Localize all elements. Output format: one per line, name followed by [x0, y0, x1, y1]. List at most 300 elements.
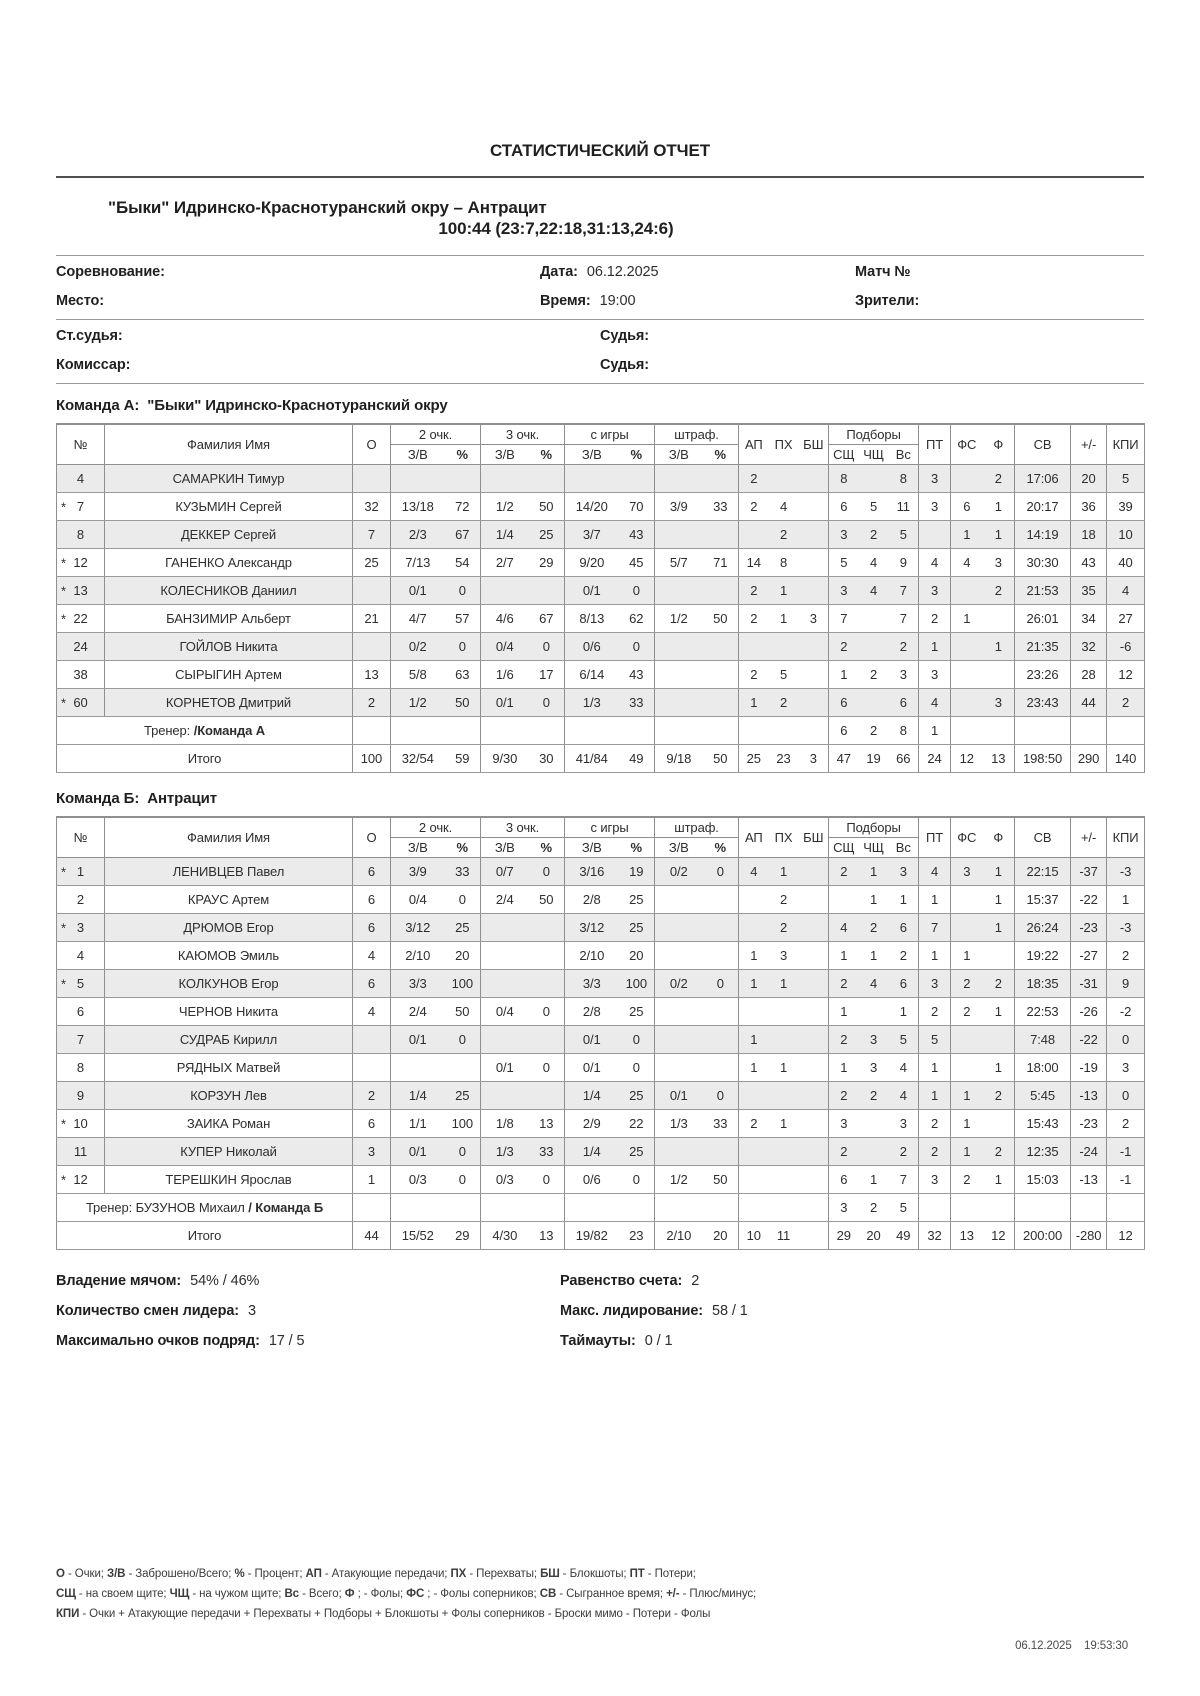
- stat-cell: [445, 465, 481, 493]
- stat-cell: 0: [445, 1138, 481, 1166]
- stat-cell: 1/2: [481, 493, 529, 521]
- stat-cell: -1: [1107, 1138, 1145, 1166]
- stat-cell: 19:22: [1015, 942, 1071, 970]
- player-number: 5: [76, 976, 85, 991]
- stat-cell: 5: [859, 493, 889, 521]
- stat-cell: 8: [889, 717, 919, 745]
- stat-cell: 4/7: [391, 605, 445, 633]
- stat-cell: 1: [889, 886, 919, 914]
- stat-cell: 2: [983, 577, 1015, 605]
- stat-cell: [655, 1138, 703, 1166]
- stat-cell: 2: [1107, 689, 1145, 717]
- stat-cell: 4: [859, 549, 889, 577]
- player-number: 60: [73, 695, 88, 710]
- stat-cell: [655, 886, 703, 914]
- stat-cell: 6: [353, 970, 391, 998]
- stat-cell: 2/10: [655, 1222, 703, 1250]
- stat-cell: 1: [739, 942, 769, 970]
- stat-cell: 1: [829, 1054, 859, 1082]
- stat-cell: 45: [619, 549, 655, 577]
- stat-cell: [799, 1110, 829, 1138]
- time-value: 19:00: [599, 293, 636, 309]
- col-header-fouls: Ф: [983, 817, 1015, 858]
- stat-cell: -13: [1071, 1082, 1107, 1110]
- stat-cell: [529, 914, 565, 942]
- summary-row: [56, 1296, 1144, 1326]
- stat-cell: [739, 1082, 769, 1110]
- date-value: 06.12.2025: [586, 264, 659, 280]
- stat-cell: [739, 886, 769, 914]
- stat-cell: 2: [829, 858, 859, 886]
- stat-cell: 1: [859, 886, 889, 914]
- stat-cell: 2: [951, 970, 983, 998]
- stat-cell: -26: [1071, 998, 1107, 1026]
- player-number-cell: [57, 998, 105, 1026]
- col-header-blocks: БШ: [799, 424, 829, 465]
- abbreviations-legend: [56, 1564, 1144, 1624]
- stat-cell: [353, 577, 391, 605]
- legend-text: Ф: [344, 1588, 355, 1600]
- legend-text: - Процент;: [244, 1568, 306, 1580]
- legend-line: [56, 1604, 1144, 1624]
- stat-cell: 1: [919, 1082, 951, 1110]
- subheader-made-attempts: З/В: [655, 838, 703, 858]
- player-name-cell: ГАНЕНКО Александр: [105, 549, 353, 577]
- stat-cell: [739, 998, 769, 1026]
- stat-cell: 3/3: [565, 970, 619, 998]
- stat-cell: 44: [1071, 689, 1107, 717]
- player-number-cell: [57, 1054, 105, 1082]
- stat-cell: 1: [919, 633, 951, 661]
- player-row: [57, 914, 1145, 942]
- stat-cell: 1: [919, 886, 951, 914]
- stat-cell: 0: [529, 633, 565, 661]
- stat-cell: [859, 998, 889, 1026]
- stat-cell: 1: [739, 970, 769, 998]
- stat-cell: 6: [829, 689, 859, 717]
- stat-cell: 0/4: [481, 633, 529, 661]
- starter-mark: *: [61, 864, 66, 879]
- time-field: Время: 19:00: [540, 293, 636, 309]
- stat-cell: -19: [1071, 1054, 1107, 1082]
- player-name-cell: КАЮМОВ Эмиль: [105, 942, 353, 970]
- stat-cell: 26:01: [1015, 605, 1071, 633]
- stat-cell: [565, 717, 619, 745]
- col-header-2pt: 2 очк.: [391, 817, 481, 838]
- col-header-3pt: 3 очк.: [481, 817, 565, 838]
- starter-mark: *: [61, 499, 66, 514]
- spectators-label: Зрители:: [855, 293, 920, 309]
- team-a-heading: Команда А: "Быки" Идринско-Краснотуранский окру: [56, 397, 448, 414]
- stat-cell: 3: [951, 858, 983, 886]
- match-score-line: 100:44 (23:7,22:18,31:13,24:6): [438, 219, 674, 238]
- col-header-fouls-drawn: ФС: [951, 817, 983, 858]
- stat-cell: 13: [983, 745, 1015, 773]
- stat-cell: 0: [529, 998, 565, 1026]
- stat-cell: 14/20: [565, 493, 619, 521]
- stat-cell: [951, 886, 983, 914]
- subheader-percent: %: [529, 838, 565, 858]
- player-number-cell: [57, 493, 105, 521]
- subheader-percent: %: [619, 838, 655, 858]
- referee1-label: Судья:: [600, 328, 649, 344]
- stat-cell: 6/14: [565, 661, 619, 689]
- stat-cell: [481, 577, 529, 605]
- stat-cell: -280: [1071, 1222, 1107, 1250]
- player-number-cell: [57, 465, 105, 493]
- stat-cell: 2: [1107, 942, 1145, 970]
- stat-cell: 1: [769, 577, 799, 605]
- player-number: 3: [76, 920, 85, 935]
- stat-cell: 1/3: [481, 1138, 529, 1166]
- stat-cell: 6: [353, 858, 391, 886]
- player-row: [57, 605, 1145, 633]
- stat-cell: 23:43: [1015, 689, 1071, 717]
- totals-row: [57, 1222, 1145, 1250]
- info-divider-bottom: [56, 383, 1144, 384]
- stat-cell: -3: [1107, 858, 1145, 886]
- starter-mark: *: [61, 695, 66, 710]
- stat-cell: [391, 1194, 445, 1222]
- player-number-cell: [57, 521, 105, 549]
- stat-cell: 6: [829, 493, 859, 521]
- stat-cell: [859, 465, 889, 493]
- stat-cell: -37: [1071, 858, 1107, 886]
- stat-cell: 43: [619, 661, 655, 689]
- legend-text: СВ: [539, 1588, 557, 1600]
- stat-cell: 22:53: [1015, 998, 1071, 1026]
- legend-text: ; - Фолы соперников;: [424, 1588, 540, 1600]
- stat-cell: 21: [353, 605, 391, 633]
- stat-cell: 3: [919, 1166, 951, 1194]
- stat-cell: 18:00: [1015, 1054, 1071, 1082]
- stat-cell: [829, 886, 859, 914]
- stat-cell: [799, 970, 829, 998]
- stat-cell: 0/1: [565, 1026, 619, 1054]
- stat-cell: 3/9: [391, 858, 445, 886]
- stat-cell: 23:26: [1015, 661, 1071, 689]
- stat-cell: [703, 942, 739, 970]
- stat-cell: [799, 493, 829, 521]
- senior-referee-label: Ст.судья:: [56, 328, 123, 344]
- match-info-block: [56, 256, 1144, 319]
- stat-cell: -24: [1071, 1138, 1107, 1166]
- stat-cell: 1: [983, 1054, 1015, 1082]
- legend-text: ЧЩ: [169, 1588, 190, 1600]
- player-row: [57, 465, 1145, 493]
- player-number-cell: [57, 1026, 105, 1054]
- stat-cell: 2: [951, 1166, 983, 1194]
- stat-cell: [951, 717, 983, 745]
- stat-cell: 0: [445, 1026, 481, 1054]
- stat-cell: 1: [951, 942, 983, 970]
- stat-cell: 49: [619, 745, 655, 773]
- stat-cell: [799, 914, 829, 942]
- officials-block: [56, 320, 1144, 383]
- stat-cell: 9/20: [565, 549, 619, 577]
- stat-cell: [799, 1194, 829, 1222]
- player-number-cell: [57, 577, 105, 605]
- subheader-made-attempts: З/В: [391, 445, 445, 465]
- stat-cell: 2: [859, 717, 889, 745]
- col-header-points: О: [353, 817, 391, 858]
- starter-mark: *: [61, 555, 66, 570]
- stat-cell: 0: [529, 1054, 565, 1082]
- stat-cell: 25: [619, 998, 655, 1026]
- stat-cell: 25: [445, 914, 481, 942]
- player-name-cell: КРАУС Артем: [105, 886, 353, 914]
- stat-cell: 13: [353, 661, 391, 689]
- stat-cell: 3/12: [565, 914, 619, 942]
- match-number-label: Матч №: [855, 264, 911, 280]
- stat-cell: 3: [919, 493, 951, 521]
- stat-cell: [799, 521, 829, 549]
- stat-cell: -2: [1107, 998, 1145, 1026]
- stat-cell: 0: [445, 577, 481, 605]
- stat-cell: 5: [829, 549, 859, 577]
- stat-cell: 5: [889, 521, 919, 549]
- stat-cell: [529, 942, 565, 970]
- stat-cell: 66: [889, 745, 919, 773]
- col-header-turnovers: ПТ: [919, 817, 951, 858]
- player-row: [57, 661, 1145, 689]
- stat-cell: [983, 1026, 1015, 1054]
- stat-cell: -22: [1071, 1026, 1107, 1054]
- stat-cell: 1: [919, 717, 951, 745]
- stat-cell: 29: [529, 549, 565, 577]
- stat-cell: 1/2: [655, 1166, 703, 1194]
- stat-cell: 3: [889, 1110, 919, 1138]
- stat-cell: 1: [983, 914, 1015, 942]
- player-number-cell: [57, 886, 105, 914]
- stat-cell: 63: [445, 661, 481, 689]
- stat-cell: 1: [829, 661, 859, 689]
- stat-cell: 3: [919, 465, 951, 493]
- subheader-percent: %: [619, 445, 655, 465]
- player-number: 38: [73, 667, 88, 682]
- stat-cell: 72: [445, 493, 481, 521]
- stat-cell: [951, 1194, 983, 1222]
- stat-cell: [859, 689, 889, 717]
- legend-text: ПХ: [450, 1568, 467, 1580]
- col-header-kpi: КПИ: [1107, 817, 1145, 858]
- stat-cell: 0: [703, 970, 739, 998]
- player-number-cell: [57, 942, 105, 970]
- stat-cell: 0/2: [655, 858, 703, 886]
- stat-cell: 8: [769, 549, 799, 577]
- totals-row: [57, 745, 1145, 773]
- legend-text: АП: [305, 1568, 322, 1580]
- stat-cell: [769, 717, 799, 745]
- stat-cell: [951, 914, 983, 942]
- stat-cell: [353, 1026, 391, 1054]
- stat-cell: 1: [739, 1026, 769, 1054]
- stat-cell: 21:35: [1015, 633, 1071, 661]
- stat-cell: 50: [445, 689, 481, 717]
- totals-label-cell: Итого: [57, 1222, 353, 1250]
- stat-cell: 1/4: [565, 1138, 619, 1166]
- col-header-rebounds: Подборы: [829, 817, 919, 838]
- stat-cell: 67: [445, 521, 481, 549]
- stat-cell: [565, 1194, 619, 1222]
- player-name-cell: ЧЕРНОВ Никита: [105, 998, 353, 1026]
- page-title: СТАТИСТИЧЕСКИЙ ОТЧЕТ: [489, 141, 711, 160]
- stat-cell: [391, 717, 445, 745]
- stat-cell: 30:30: [1015, 549, 1071, 577]
- stat-cell: 23: [619, 1222, 655, 1250]
- stat-cell: 50: [703, 1166, 739, 1194]
- stat-cell: [655, 998, 703, 1026]
- stat-cell: 5: [889, 1194, 919, 1222]
- stat-cell: 0/1: [481, 689, 529, 717]
- stat-cell: 7: [889, 1166, 919, 1194]
- stat-cell: [799, 1138, 829, 1166]
- stat-cell: [703, 577, 739, 605]
- stat-cell: [703, 661, 739, 689]
- stat-cell: [481, 970, 529, 998]
- stat-cell: [445, 1054, 481, 1082]
- stat-cell: 33: [619, 689, 655, 717]
- player-row: [57, 633, 1145, 661]
- stat-cell: 20: [703, 1222, 739, 1250]
- stat-cell: 1: [769, 1054, 799, 1082]
- stat-cell: [799, 942, 829, 970]
- stat-cell: 0: [619, 1026, 655, 1054]
- stat-cell: 100: [353, 745, 391, 773]
- stat-cell: [951, 689, 983, 717]
- stat-cell: [799, 549, 829, 577]
- stat-cell: [799, 1222, 829, 1250]
- stat-cell: 0/1: [391, 1026, 445, 1054]
- stat-cell: 0/4: [481, 998, 529, 1026]
- stat-cell: [799, 633, 829, 661]
- legend-text: - Плюс/минус;: [679, 1588, 757, 1600]
- stat-cell: [951, 661, 983, 689]
- subheader-made-attempts: З/В: [481, 838, 529, 858]
- legend-text: КПИ: [56, 1608, 80, 1620]
- stat-cell: [529, 465, 565, 493]
- stat-cell: 198:50: [1015, 745, 1071, 773]
- stat-cell: [739, 1194, 769, 1222]
- stat-cell: 0/1: [565, 1054, 619, 1082]
- stat-cell: 20:17: [1015, 493, 1071, 521]
- stat-cell: 40: [1107, 549, 1145, 577]
- stat-cell: 0: [529, 1166, 565, 1194]
- stat-cell: 1/2: [655, 605, 703, 633]
- commissioner-label: Комиссар:: [56, 357, 131, 373]
- stat-cell: 7: [353, 521, 391, 549]
- stat-cell: 24: [919, 745, 951, 773]
- player-number: 7: [76, 499, 85, 514]
- col-header-rebounds: Подборы: [829, 424, 919, 445]
- stat-cell: 4: [859, 577, 889, 605]
- stat-cell: 43: [1071, 549, 1107, 577]
- stat-cell: 2: [859, 1082, 889, 1110]
- stat-cell: 0: [1107, 1026, 1145, 1054]
- stat-cell: 25: [353, 549, 391, 577]
- stat-cell: [703, 689, 739, 717]
- stat-cell: 4: [889, 1054, 919, 1082]
- totals-label-cell: Итого: [57, 745, 353, 773]
- col-header-free-throws: штраф.: [655, 817, 739, 838]
- stat-cell: [983, 942, 1015, 970]
- stat-cell: 9: [889, 549, 919, 577]
- stat-cell: 0: [529, 858, 565, 886]
- stat-cell: 2: [829, 970, 859, 998]
- stat-cell: [481, 1082, 529, 1110]
- stat-cell: 15:43: [1015, 1110, 1071, 1138]
- stat-cell: 26:24: [1015, 914, 1071, 942]
- stat-cell: [703, 633, 739, 661]
- stat-cell: 5/7: [655, 549, 703, 577]
- stat-cell: 29: [445, 1222, 481, 1250]
- stat-cell: 1: [951, 1138, 983, 1166]
- stat-cell: 3: [983, 549, 1015, 577]
- stat-cell: [481, 1026, 529, 1054]
- player-name-cell: КУЗЬМИН Сергей: [105, 493, 353, 521]
- player-row: [57, 970, 1145, 998]
- stat-cell: 0: [703, 858, 739, 886]
- subheader-percent: %: [703, 838, 739, 858]
- stat-cell: [799, 577, 829, 605]
- stat-cell: 14:19: [1015, 521, 1071, 549]
- player-number: 24: [73, 639, 88, 654]
- player-number: 8: [76, 527, 85, 542]
- stat-cell: [703, 1194, 739, 1222]
- stat-cell: 22:15: [1015, 858, 1071, 886]
- stat-cell: 50: [529, 493, 565, 521]
- stat-cell: [445, 717, 481, 745]
- stat-cell: 0/6: [565, 633, 619, 661]
- stat-cell: 4: [1107, 577, 1145, 605]
- game-summary: [56, 1266, 1144, 1356]
- stat-cell: 1: [859, 858, 889, 886]
- team-b-name: Антрацит: [147, 790, 217, 807]
- stat-cell: 1/4: [565, 1082, 619, 1110]
- stat-cell: 5: [1107, 465, 1145, 493]
- stat-cell: [703, 1138, 739, 1166]
- stat-cell: [565, 465, 619, 493]
- col-header-time-played: СВ: [1015, 424, 1071, 465]
- ties-stat: Равенство счета: 2: [560, 1273, 700, 1289]
- stat-cell: -3: [1107, 914, 1145, 942]
- stat-cell: 15/52: [391, 1222, 445, 1250]
- legend-text: З/В: [106, 1568, 126, 1580]
- stat-cell: 2/8: [565, 998, 619, 1026]
- stat-cell: [769, 1194, 799, 1222]
- stat-cell: 2/10: [391, 942, 445, 970]
- stat-cell: 0/7: [481, 858, 529, 886]
- stat-cell: 100: [445, 970, 481, 998]
- stat-cell: 3: [919, 970, 951, 998]
- stat-cell: 2: [889, 942, 919, 970]
- col-header-blocks: БШ: [799, 817, 829, 858]
- stat-cell: 6: [951, 493, 983, 521]
- coach-label: / Команда Б: [248, 1200, 324, 1215]
- player-number: 12: [73, 1172, 88, 1187]
- stat-cell: 3: [829, 1110, 859, 1138]
- stat-cell: 1: [983, 858, 1015, 886]
- stat-cell: [1071, 1194, 1107, 1222]
- player-row: [57, 549, 1145, 577]
- stat-cell: 50: [703, 605, 739, 633]
- stat-cell: 2: [769, 914, 799, 942]
- stat-cell: 7/13: [391, 549, 445, 577]
- stat-cell: 25: [619, 1138, 655, 1166]
- stat-cell: 1: [889, 998, 919, 1026]
- stat-cell: 2: [859, 914, 889, 942]
- stat-cell: 33: [703, 1110, 739, 1138]
